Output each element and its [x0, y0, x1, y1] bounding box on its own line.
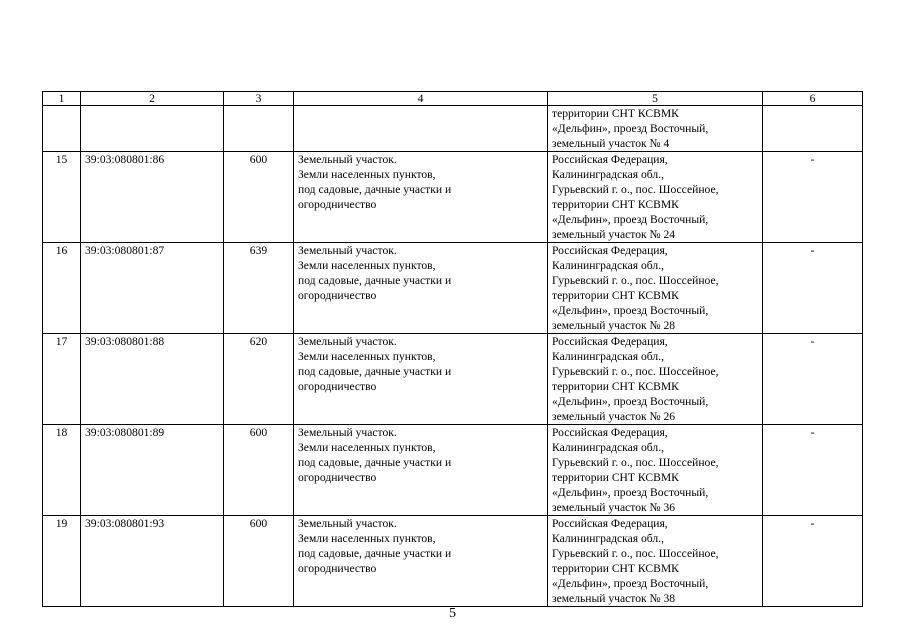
description-line: Земли населенных пунктов,: [298, 441, 436, 454]
description-line: огородничество: [298, 380, 377, 393]
row-number-cell: 19: [43, 516, 81, 607]
description-cell: [294, 106, 548, 152]
address-line: Гурьевский г. о., пос. Шоссейное,: [552, 274, 719, 287]
address-line: Калининградская обл.,: [552, 350, 664, 363]
cadastral-number-cell: 39:03:080801:88: [81, 334, 224, 425]
note-cell: -: [763, 425, 863, 516]
table-row: [43, 516, 863, 607]
address-line: территории СНТ КСВМК: [552, 198, 679, 211]
address-line: Российская Федерация,: [552, 244, 668, 257]
description-line: Земельный участок.: [298, 517, 397, 530]
address-line: территории СНТ КСВМК: [552, 289, 679, 302]
row-number-cell: 16: [43, 243, 81, 334]
column-header: 4: [294, 92, 548, 106]
description-line: Земельный участок.: [298, 426, 397, 439]
area-cell: 620: [224, 334, 294, 425]
area-cell: 600: [224, 152, 294, 243]
row-number-cell: 15: [43, 152, 81, 243]
description-line: огородничество: [298, 289, 377, 302]
address-line: «Дельфин», проезд Восточный,: [552, 122, 709, 135]
table-row: [43, 152, 863, 243]
address-cell: [548, 334, 763, 425]
address-line: земельный участок № 36: [552, 501, 676, 514]
cadastral-number-cell: 39:03:080801:89: [81, 425, 224, 516]
description-cell: [294, 516, 548, 607]
address-line: территории СНТ КСВМК: [552, 107, 679, 120]
address-line: Гурьевский г. о., пос. Шоссейное,: [552, 547, 719, 560]
address-cell: [548, 516, 763, 607]
row-number-cell: [43, 106, 81, 152]
column-header: 2: [81, 92, 224, 106]
description-cell: [294, 243, 548, 334]
address-line: земельный участок № 38: [552, 592, 676, 605]
address-line: земельный участок № 4: [552, 137, 670, 150]
cadastral-number-cell: 39:03:080801:93: [81, 516, 224, 607]
description-line: Земли населенных пунктов,: [298, 259, 436, 272]
description-line: под садовые, дачные участки и: [298, 274, 452, 287]
column-header: 6: [763, 92, 863, 106]
address-cell: [548, 243, 763, 334]
address-line: Гурьевский г. о., пос. Шоссейное,: [552, 183, 719, 196]
description-line: Земельный участок.: [298, 244, 397, 257]
area-cell: 600: [224, 425, 294, 516]
address-line: «Дельфин», проезд Восточный,: [552, 304, 709, 317]
note-cell: -: [763, 334, 863, 425]
address-line: земельный участок № 24: [552, 228, 676, 241]
land-plots-table: [42, 91, 863, 607]
area-cell: [224, 106, 294, 152]
row-number-cell: 17: [43, 334, 81, 425]
area-cell: 639: [224, 243, 294, 334]
description-cell: [294, 152, 548, 243]
address-line: земельный участок № 26: [552, 410, 676, 423]
address-cell: [548, 425, 763, 516]
address-cell: [548, 152, 763, 243]
description-line: под садовые, дачные участки и: [298, 183, 452, 196]
note-cell: -: [763, 152, 863, 243]
table-row: [43, 334, 863, 425]
address-line: «Дельфин», проезд Восточный,: [552, 577, 709, 590]
continuation-row: [43, 106, 863, 152]
description-line: огородничество: [298, 198, 377, 211]
row-number-cell: 18: [43, 425, 81, 516]
cadastral-number-cell: 39:03:080801:86: [81, 152, 224, 243]
address-line: Российская Федерация,: [552, 517, 668, 530]
address-line: Гурьевский г. о., пос. Шоссейное,: [552, 365, 719, 378]
column-header: 3: [224, 92, 294, 106]
address-line: Российская Федерация,: [552, 153, 668, 166]
description-line: под садовые, дачные участки и: [298, 365, 452, 378]
address-line: Калининградская обл.,: [552, 441, 664, 454]
address-line: «Дельфин», проезд Восточный,: [552, 486, 709, 499]
cadastral-number-cell: 39:03:080801:87: [81, 243, 224, 334]
address-line: Российская Федерация,: [552, 335, 668, 348]
address-line: «Дельфин», проезд Восточный,: [552, 213, 709, 226]
table-row: [43, 243, 863, 334]
description-line: Земли населенных пунктов,: [298, 168, 436, 181]
description-cell: [294, 425, 548, 516]
address-line: территории СНТ КСВМК: [552, 471, 679, 484]
address-line: территории СНТ КСВМК: [552, 380, 679, 393]
page-number: 5: [449, 606, 456, 621]
description-line: Земельный участок.: [298, 335, 397, 348]
description-line: огородничество: [298, 562, 377, 575]
address-line: земельный участок № 28: [552, 319, 676, 332]
note-cell: -: [763, 243, 863, 334]
column-header: 5: [548, 92, 763, 106]
address-cell: [548, 106, 763, 152]
column-header: 1: [43, 92, 81, 106]
description-line: под садовые, дачные участки и: [298, 547, 452, 560]
description-cell: [294, 334, 548, 425]
address-line: Гурьевский г. о., пос. Шоссейное,: [552, 456, 719, 469]
address-line: территории СНТ КСВМК: [552, 562, 679, 575]
address-line: «Дельфин», проезд Восточный,: [552, 395, 709, 408]
address-line: Калининградская обл.,: [552, 168, 664, 181]
description-line: под садовые, дачные участки и: [298, 456, 452, 469]
area-cell: 600: [224, 516, 294, 607]
address-line: Калининградская обл.,: [552, 532, 664, 545]
note-cell: -: [763, 516, 863, 607]
address-line: Российская Федерация,: [552, 426, 668, 439]
cadastral-number-cell: [81, 106, 224, 152]
description-line: Земли населенных пунктов,: [298, 532, 436, 545]
description-line: Земли населенных пунктов,: [298, 350, 436, 363]
description-line: Земельный участок.: [298, 153, 397, 166]
description-line: огородничество: [298, 471, 377, 484]
address-line: Калининградская обл.,: [552, 259, 664, 272]
table-row: [43, 425, 863, 516]
table-header-row: [43, 92, 863, 106]
note-cell: [763, 106, 863, 152]
